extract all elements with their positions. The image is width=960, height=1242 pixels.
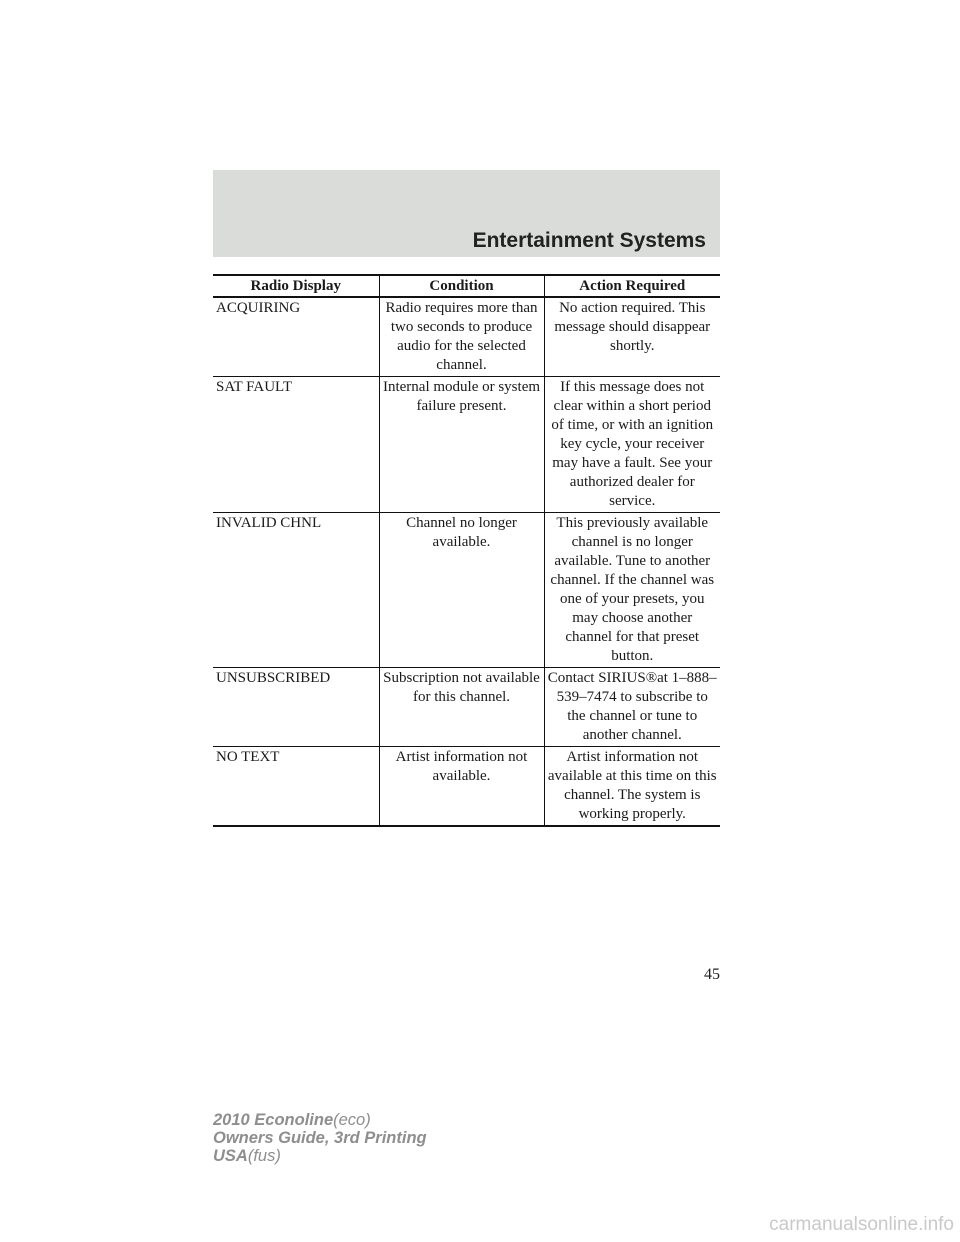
cell-radio-display: INVALID CHNL	[213, 513, 379, 668]
cell-radio-display: NO TEXT	[213, 747, 379, 827]
footer-market-code: (fus)	[247, 1147, 281, 1165]
footer-line-model	[213, 1111, 427, 1129]
column-header-action-required: Action Required	[544, 275, 720, 297]
document-footer	[213, 1111, 427, 1165]
page-number: 45	[704, 966, 720, 983]
section-header-band	[213, 170, 720, 257]
footer-model-name: 2010 Econoline	[213, 1111, 334, 1129]
table-header-row	[213, 275, 720, 297]
table-row	[213, 513, 720, 668]
cell-action-required: If this message does not clear within a short period of time, or with an ignition key cycle, your receiver may have a fault. See your authorized dealer for service.	[544, 377, 720, 513]
footer-line-market	[213, 1147, 427, 1165]
table-row	[213, 747, 720, 827]
footer-model-code: (eco)	[333, 1111, 371, 1129]
cell-radio-display: UNSUBSCRIBED	[213, 668, 379, 747]
cell-radio-display: ACQUIRING	[213, 297, 379, 377]
cell-condition: Subscription not available for this channel.	[379, 668, 544, 747]
cell-condition: Radio requires more than two seconds to produce audio for the selected channel.	[379, 297, 544, 377]
cell-radio-display: SAT FAULT	[213, 377, 379, 513]
column-header-condition: Condition	[379, 275, 544, 297]
cell-condition: Channel no longer available.	[379, 513, 544, 668]
footer-guide-edition: Owners Guide, 3rd Printing	[213, 1129, 427, 1147]
cell-action-required: Artist information not available at this time on this channel. The system is working properly.	[544, 747, 720, 827]
footer-market-name: USA	[213, 1147, 248, 1165]
watermark-text: carmanualsonline.info	[769, 1214, 954, 1235]
table-row	[213, 297, 720, 377]
cell-condition: Internal module or system failure present.	[379, 377, 544, 513]
radio-display-table	[213, 274, 720, 827]
column-header-radio-display: Radio Display	[213, 275, 379, 297]
table-row	[213, 668, 720, 747]
cell-action-required: Contact SIRIUS®at 1–888–539–7474 to subscribe to the channel or tune to another channel.	[544, 668, 720, 747]
section-title: Entertainment Systems	[472, 229, 706, 252]
table-row	[213, 377, 720, 513]
cell-action-required: This previously available channel is no longer available. Tune to another channel. If the channel was one of your presets, you may choose another channel for that preset button.	[544, 513, 720, 668]
cell-condition: Artist information not available.	[379, 747, 544, 827]
cell-action-required: No action required. This message should disappear shortly.	[544, 297, 720, 377]
